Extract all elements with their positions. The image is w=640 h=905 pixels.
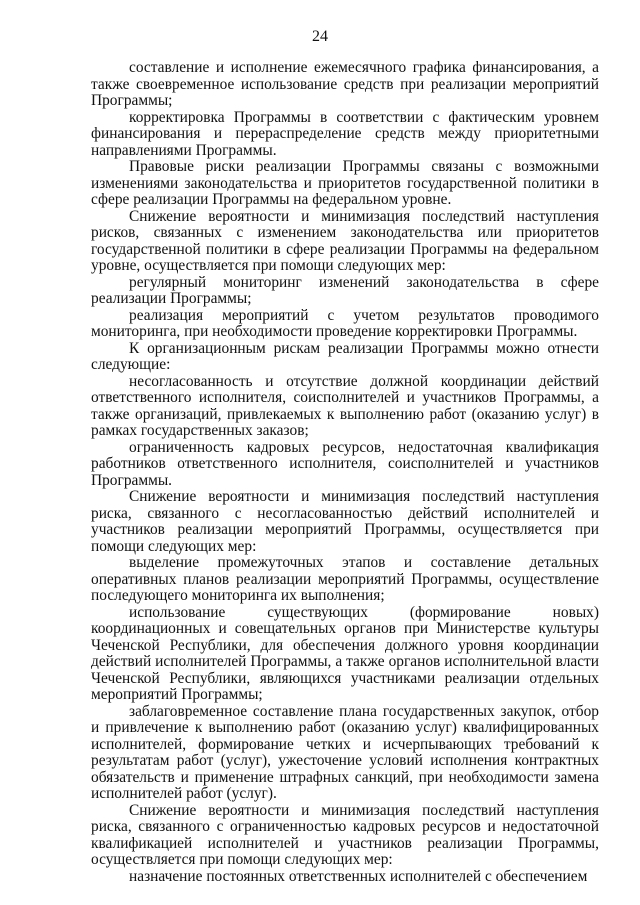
paragraph-interim-stages: выделение промежуточных этапов и составление детальных оперативных планов реализации мероприятий Программы, осуществление последующего мониторинга их выполнения; bbox=[91, 554, 599, 604]
paragraph-legal-risk-mitigation: Снижение вероятности и минимизация последствий наступления рисков, связанных с изменением законодательства или приоритетов государственной политики в сфере реализации Программы на федеральном уровне, осуществляется при помощи следующих мер: bbox=[91, 207, 599, 274]
page-number: 24 bbox=[312, 28, 328, 45]
paragraph-lack-of-coordination: несогласованность и отсутствие должной координации действий ответственного исполнителя, соисполнителей и участников Программы, а также организаций, привлекаемых к выполнению работ (оказанию услуг) в рамках государственных заказов; bbox=[91, 372, 599, 439]
paragraph-limited-staff: ограниченность кадровых ресурсов, недостаточная квалификация работников ответственного исполнителя, соисполнителей и участников Программы. bbox=[91, 438, 599, 489]
paragraph-staff-risk-mitigation: Снижение вероятности и минимизация последствий наступления риска, связанного с ограниченностью кадровых ресурсов и недостаточной квалификацией исполнителей и участников реализации Программы, осуществляется при помощи следующих мер: bbox=[91, 801, 599, 868]
paragraph-program-adjustment: корректировка Программы в соответствии с фактическим уровнем финансирования и перераспределение средств между приоритетными направлениями Программы. bbox=[91, 108, 599, 159]
paragraph-organizational-risks: К организационным рискам реализации Программы можно отнести следующие: bbox=[91, 339, 599, 373]
document-body bbox=[91, 60, 599, 885]
paragraph-coordination-bodies: использование существующих (формирование новых) координационных и совещательных органов при Министерстве культуры Чеченской Республики, для обеспечения должного уровня координации действий исполнителей Программы, а также органов исполнительной власти Чеченской Республики, являющихся участниками реализации отдельных мероприятий Программы; bbox=[91, 603, 599, 703]
paragraph-monitoring-based-actions: реализация мероприятий с учетом результатов проводимого мониторинга, при необходимости проведение корректировки Программы. bbox=[91, 306, 599, 340]
paragraph-coordination-risk-mitigation: Снижение вероятности и минимизация последствий наступления риска, связанного с несогласованностью действий исполнителей и участников реализации мероприятий Программы, осуществляется при помощи следующих мер: bbox=[91, 488, 599, 555]
paragraph-legal-risks: Правовые риски реализации Программы связаны с возможными изменениями законодательства и приоритетов государственной политики в сфере реализации Программы на федеральном уровне. bbox=[91, 158, 599, 208]
paragraph-permanent-executors: назначение постоянных ответственных исполнителей с обеспечением bbox=[129, 867, 588, 885]
paragraph-procurement-planning: заблаговременное составление плана государственных закупок, отбор и привлечение к выполнению работ (оказанию услуг) квалифицированных исполнителей, формирование четких и исчерпывающих требований к результатам работ (услуг), ужесточение условий исполнения контрактных обязательств и применение штрафных санкций, при необходимости замена исполнителей работ (услуг). bbox=[91, 702, 599, 802]
paragraph-legislation-monitoring: регулярный мониторинг изменений законодательства в сфере реализации Программы; bbox=[91, 273, 599, 307]
paragraph-financing-schedule: составление и исполнение ежемесячного графика финансирования, а также своевременное использование средств при реализации мероприятий Программы; bbox=[91, 59, 599, 109]
